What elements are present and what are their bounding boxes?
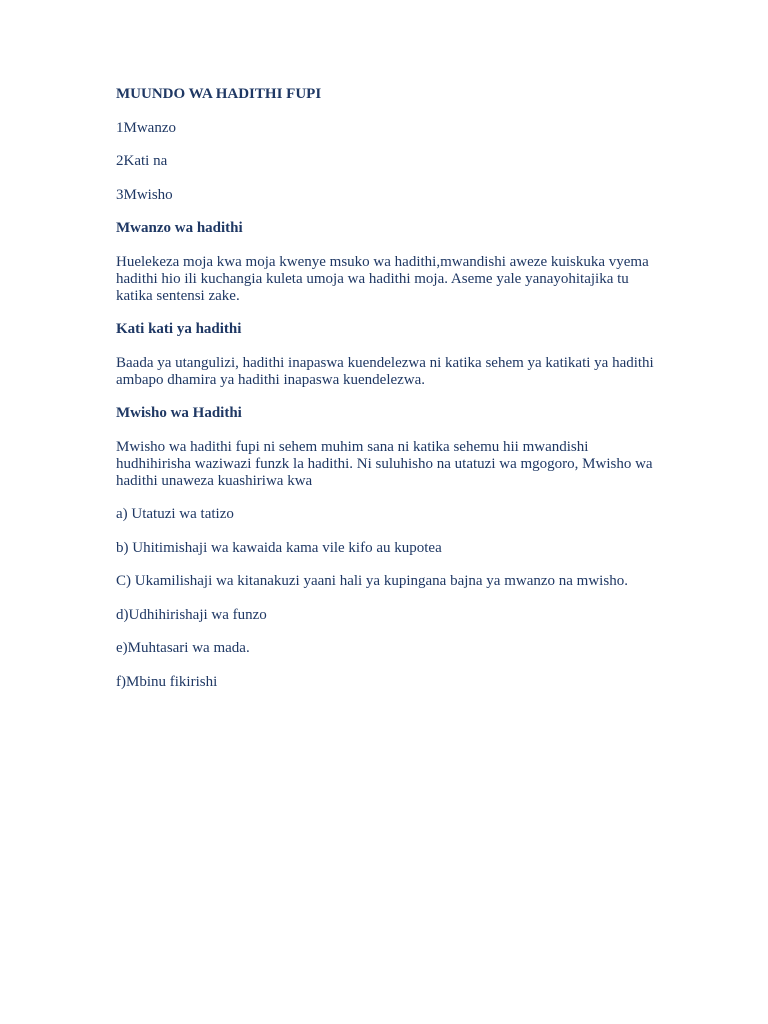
list-item-a: a) Utatuzi wa tatizo [116,506,234,522]
list-item-d: d)Udhihirishaji wa funzo [116,606,267,623]
outline-item-2: 2Kati na [116,153,168,169]
section-body-mwisho: Mwisho wa hadithi fupi ni sehem muhim sana ni katika sehemu hii mwandishi hudhihirisha waziwazi funzk la hadithi. Ni suluhisho na utatuzi wa mgogoro, Mwisho wa hadithi unaweza kuashiriwa kwa [116,438,653,489]
outline-item-1: 1Mwanzo [116,119,176,136]
section-body-kati: Baada ya utangulizi, hadithi inapaswa kuendelezwa ni katika sehem ya katikati ya hadithi ambapo dhamira ya hadithi inapaswa kuendelezwa. [116,354,654,388]
section-heading-mwisho: Mwisho wa Hadithi [116,405,242,421]
document-title: MUUNDO WA HADITHI FUPI [116,86,322,102]
list-item-b: b) Uhitimishaji wa kawaida kama vile kifo au kupotea [116,539,442,556]
document-page [116,86,656,707]
section-heading-kati: Kati kati ya hadithi [116,321,242,337]
list-item-f: f)Mbinu fikirishi [116,673,218,690]
list-item-e: e)Muhtasari wa mada. [116,640,250,656]
outline-item-3: 3Mwisho [116,186,173,203]
section-body-mwanzo: Huelekeza moja kwa moja kwenye msuko wa hadithi,mwandishi aweze kuiskuka vyema hadithi hio ili kuchangia kuleta umoja wa hadithi moja. Aseme yale yanayohitajika tu katika sentensi zake. [116,253,649,304]
list-item-c: C) Ukamilishaji wa kitanakuzi yaani hali ya kupingana bajna ya mwanzo na mwisho. [116,573,628,589]
section-heading-mwanzo: Mwanzo wa hadithi [116,220,243,236]
